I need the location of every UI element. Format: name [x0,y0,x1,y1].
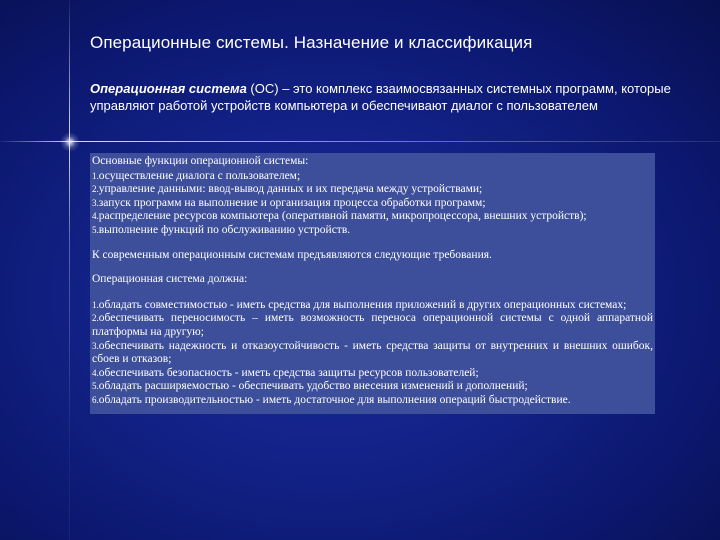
must-heading: Операционная система должна: [92,273,248,286]
decorative-flare [60,132,80,152]
item-number: 3. [92,197,99,208]
functions-heading: Основные функции операционной системы: [92,155,309,167]
functions-list-item [92,170,653,184]
item-text: обеспечивать безопасность - иметь средства защиты ресурсов пользователей; [98,366,479,379]
item-number: 6. [92,394,99,405]
functions-list-item [92,197,653,211]
requirements-list [92,299,653,408]
item-text: управление данными: ввод-вывод данных и их передача между устройствами; [98,183,483,196]
spacer [92,287,653,299]
item-number: 2. [92,313,99,324]
item-number: 4. [92,211,99,222]
requirements-list-item [92,367,653,381]
definition-text: (ОС) – это комплекс взаимосвязанных системных программ, которые управляют работой устройств компьютера и обеспечивают диалог с пользователем [90,81,671,113]
content-box [90,153,655,414]
item-text: выполнение функций по обслуживанию устройств. [98,223,351,236]
functions-list-item [92,224,653,238]
item-text: распределение ресурсов компьютера (оперативной памяти, микропроцессора, внешних устройств); [98,210,587,223]
definition-paragraph [90,80,700,114]
item-number: 4. [92,367,99,378]
item-number: 5. [92,224,99,235]
functions-list-item [92,183,653,197]
item-number: 1. [92,170,99,181]
item-number: 1. [92,299,99,310]
item-number: 5. [92,381,99,392]
decorative-horizontal-line [0,141,720,142]
definition-term: Операционная система [90,81,247,96]
requirements-list-item [92,380,653,394]
functions-list [92,170,653,238]
decorative-vertical-line [69,0,70,540]
requirements-intro: К современным операционным системам предъявляются следующие требования. [92,248,492,261]
slide-title: Операционные системы. Назначение и классификация [90,33,533,52]
requirements-list-item [92,340,653,367]
requirements-list-item [92,394,653,408]
functions-list-item [92,210,653,224]
item-number: 2. [92,184,99,195]
item-number: 3. [92,340,99,351]
item-text: обладать расширяемостью - обеспечивать удобство внесения изменений и дополнений; [98,380,528,393]
requirements-list-item [92,312,653,339]
item-text: обеспечивать переносимость – иметь возможность переноса операционной системы с одной аппаратной платформы на другую; [92,312,653,338]
requirements-list-item [92,299,653,313]
item-text: обладать совместимостью - иметь средства для выполнения приложений в других операционных системах; [98,298,627,311]
item-text: запуск программ на выполнение и организация процесса обработки программ; [98,196,486,209]
item-text: обладать производительностью - иметь достаточное для выполнения операций быстродействие. [98,393,571,406]
item-text: осуществление диалога с пользователем; [98,169,301,182]
item-text: обеспечивать надежность и отказоустойчивость - иметь средства защиты от внутренних и внешних ошибок, сбоев и отказов; [92,339,653,366]
